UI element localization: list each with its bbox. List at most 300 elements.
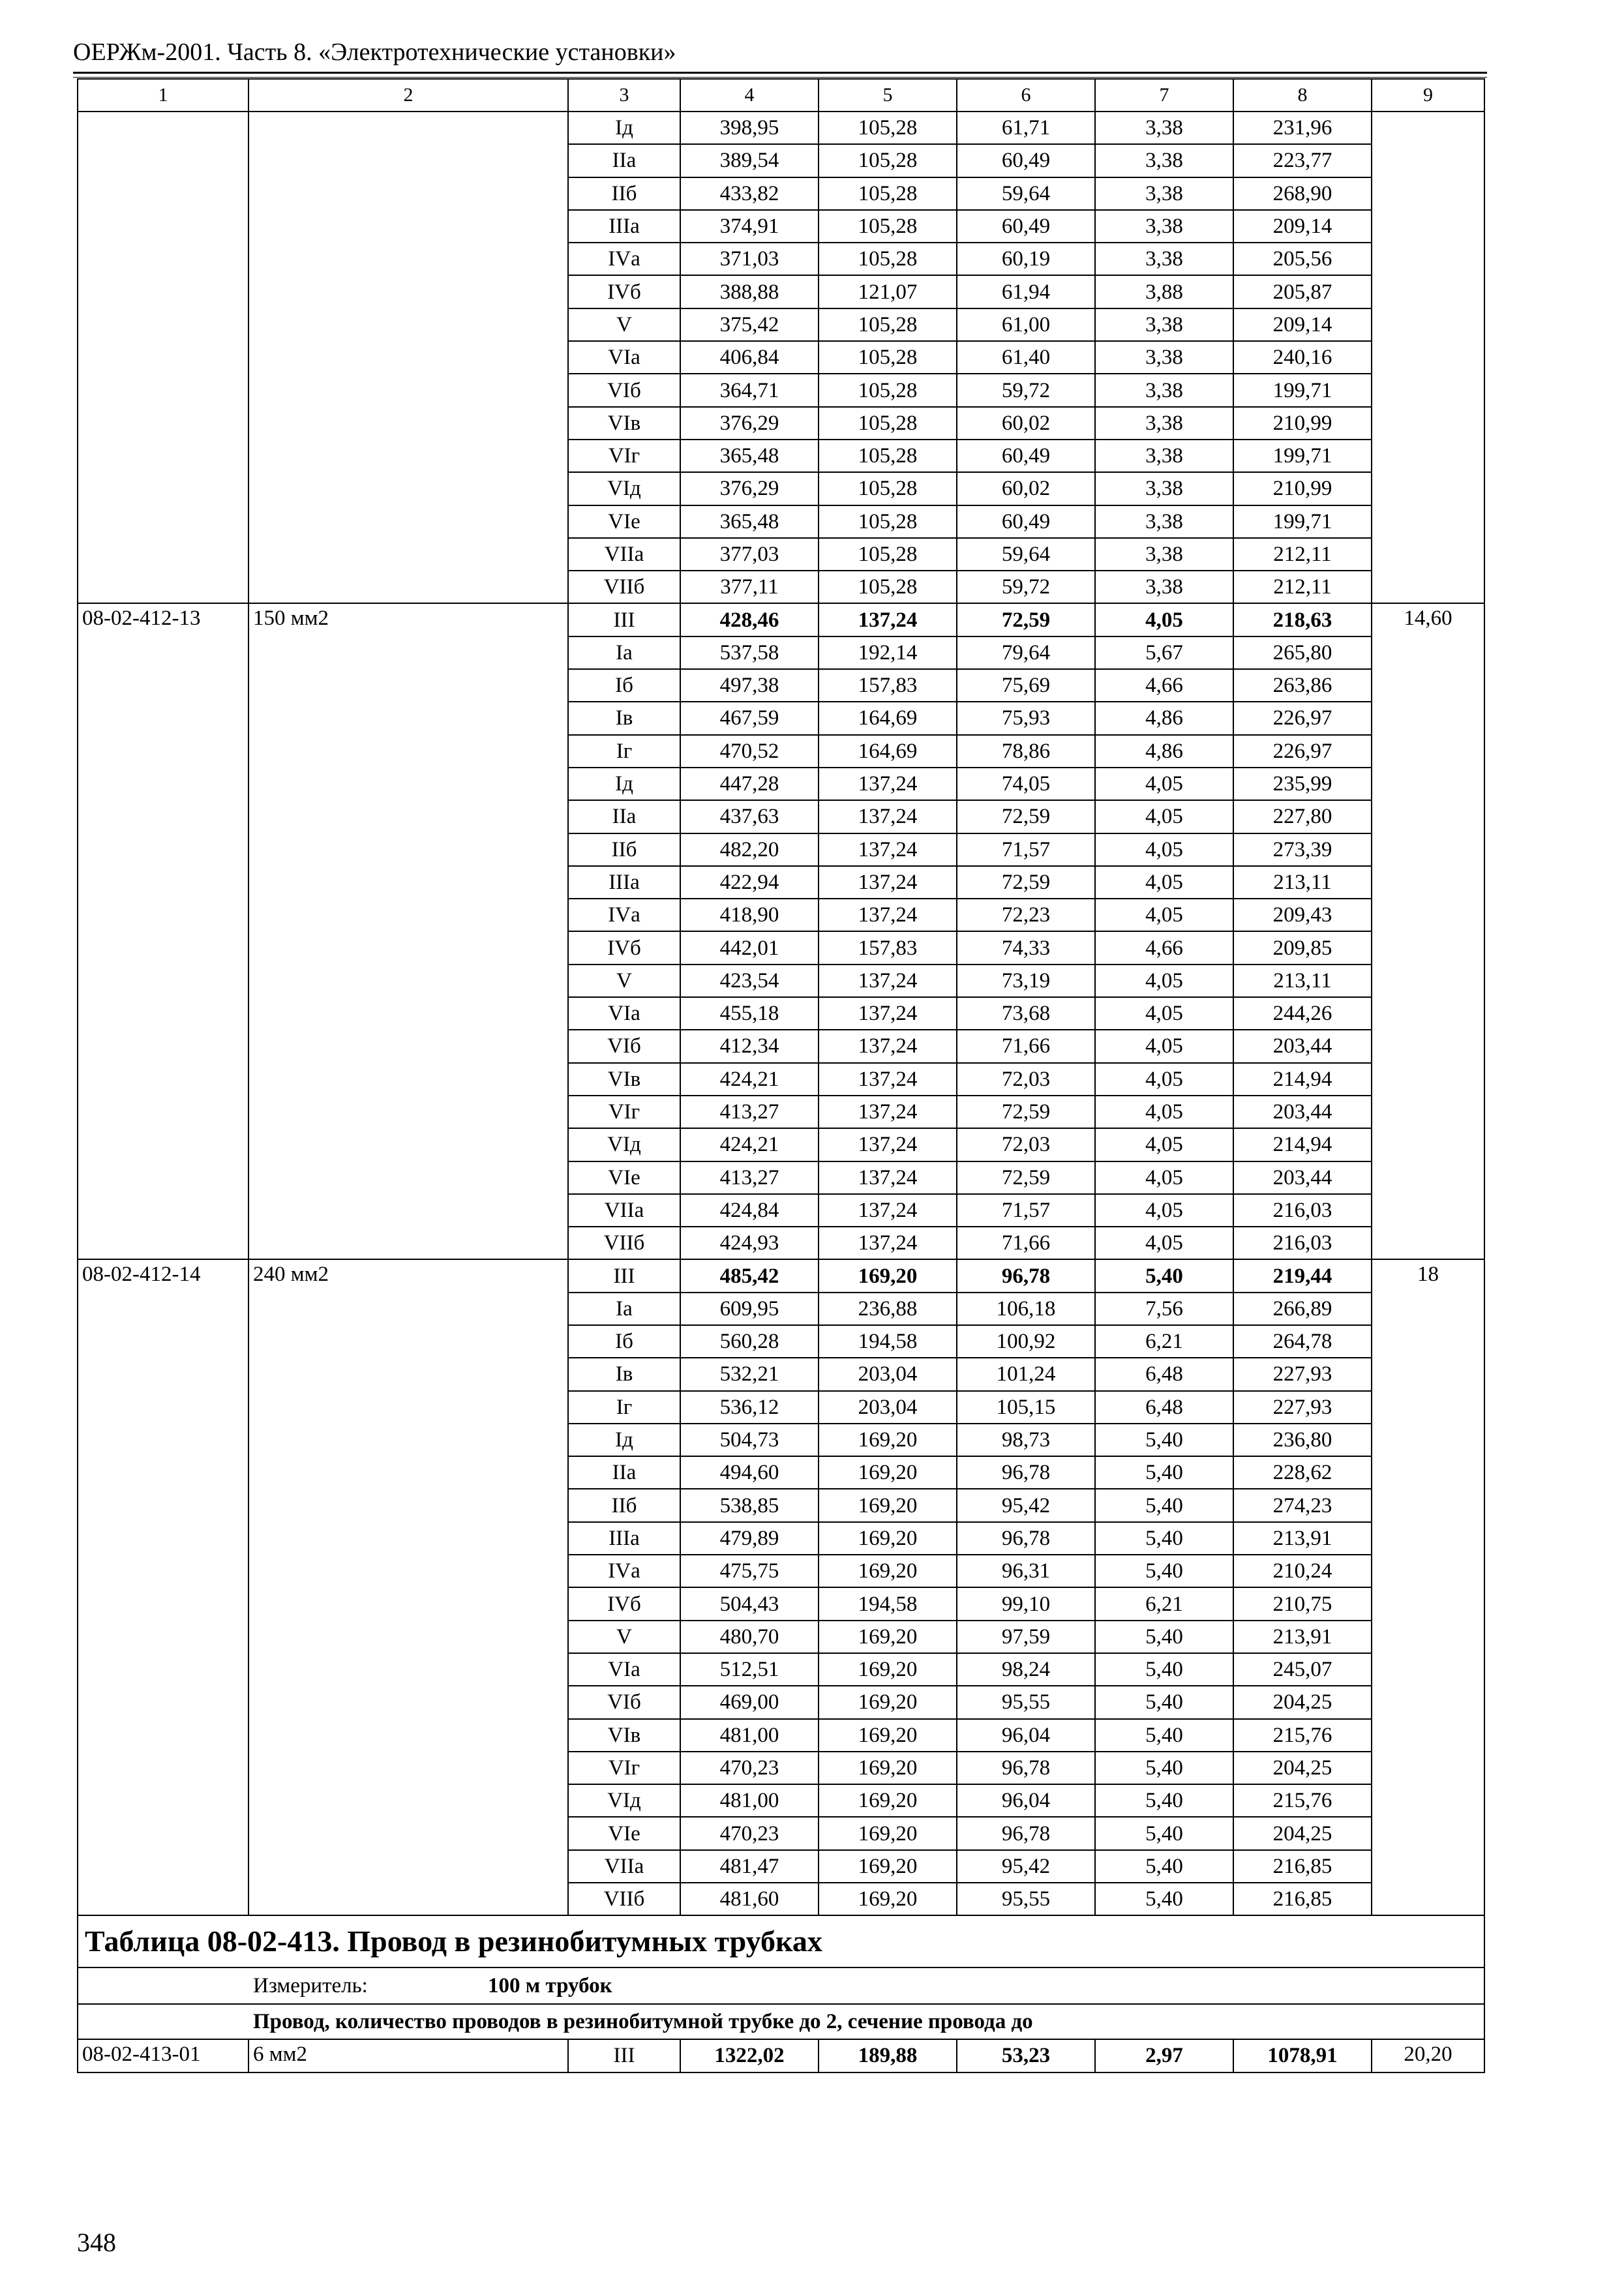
value-cell: 199,71 [1233, 440, 1372, 472]
column-number: 1 [78, 79, 248, 112]
value-cell: 169,20 [819, 1653, 957, 1686]
column-number: 2 [248, 79, 568, 112]
value-cell: 3,38 [1095, 341, 1233, 374]
value-cell: 223,77 [1233, 144, 1372, 177]
value-cell: 3,38 [1095, 407, 1233, 440]
value-cell: 3,38 [1095, 243, 1233, 275]
zone-cell: Iд [568, 768, 680, 800]
value-cell: 95,42 [957, 1489, 1095, 1521]
value-cell: 6,21 [1095, 1325, 1233, 1358]
value-cell: 480,70 [680, 1621, 819, 1653]
value-cell: 240,16 [1233, 341, 1372, 374]
value-cell: 137,24 [819, 833, 957, 866]
value-cell: 3,38 [1095, 210, 1233, 243]
value-cell: 199,71 [1233, 374, 1372, 406]
col9-value: 20,20 [1372, 2039, 1484, 2072]
zone-cell: IVа [568, 1555, 680, 1587]
value-cell: 274,23 [1233, 1489, 1372, 1521]
value-cell: 75,69 [957, 669, 1095, 702]
value-cell: 105,28 [819, 112, 957, 144]
zone-cell: V [568, 1621, 680, 1653]
value-cell: 137,24 [819, 997, 957, 1030]
measure-row [78, 1967, 1484, 2004]
zone-cell: III [568, 603, 680, 636]
measure-label: Измеритель: [253, 1974, 368, 1998]
value-cell: 442,01 [680, 931, 819, 964]
zone-cell: IIа [568, 144, 680, 177]
value-cell: 169,20 [819, 1784, 957, 1817]
value-cell: 209,14 [1233, 210, 1372, 243]
value-cell: 374,91 [680, 210, 819, 243]
value-cell: 95,55 [957, 1686, 1095, 1718]
value-cell: 74,33 [957, 931, 1095, 964]
value-cell: 418,90 [680, 899, 819, 931]
value-cell: 227,80 [1233, 800, 1372, 833]
value-cell: 364,71 [680, 374, 819, 406]
value-cell: 1322,02 [680, 2039, 819, 2072]
value-cell: 194,58 [819, 1587, 957, 1620]
zone-cell: IIб [568, 833, 680, 866]
zone-cell: VIв [568, 1063, 680, 1096]
value-cell: 192,14 [819, 636, 957, 669]
value-cell: 71,66 [957, 1227, 1095, 1259]
column-number: 7 [1095, 79, 1233, 112]
header-rule [73, 72, 1487, 74]
value-cell: 72,03 [957, 1063, 1095, 1096]
value-cell: 105,28 [819, 210, 957, 243]
value-cell: 244,26 [1233, 997, 1372, 1030]
value-cell: 106,18 [957, 1293, 1095, 1325]
value-cell: 4,05 [1095, 603, 1233, 636]
value-cell: 98,24 [957, 1653, 1095, 1686]
zone-cell: III [568, 2039, 680, 2072]
value-cell: 73,19 [957, 965, 1095, 997]
value-cell: 72,59 [957, 866, 1095, 899]
zone-cell: IIIа [568, 1522, 680, 1555]
value-cell: 210,24 [1233, 1555, 1372, 1587]
value-cell: 105,28 [819, 341, 957, 374]
value-cell: 5,40 [1095, 1555, 1233, 1587]
wire-section: 150 мм2 [248, 603, 568, 1259]
value-cell: 97,59 [957, 1621, 1095, 1653]
wire-section [248, 112, 568, 603]
value-cell: 428,46 [680, 603, 819, 636]
value-cell: 481,00 [680, 1784, 819, 1817]
value-cell: 79,64 [957, 636, 1095, 669]
column-number: 6 [957, 79, 1095, 112]
value-cell: 227,93 [1233, 1358, 1372, 1390]
value-cell: 210,99 [1233, 472, 1372, 505]
column-number: 9 [1372, 79, 1484, 112]
value-cell: 3,38 [1095, 177, 1233, 210]
value-cell: 98,73 [957, 1424, 1095, 1456]
value-cell: 497,38 [680, 669, 819, 702]
value-cell: 75,93 [957, 702, 1095, 734]
value-cell: 7,56 [1095, 1293, 1233, 1325]
value-cell: 227,93 [1233, 1391, 1372, 1424]
measure-cell [78, 1967, 1484, 2004]
value-cell: 203,04 [819, 1358, 957, 1390]
value-cell: 169,20 [819, 1817, 957, 1849]
value-cell: 437,63 [680, 800, 819, 833]
rates-table [77, 78, 1485, 2073]
value-cell: 268,90 [1233, 177, 1372, 210]
value-cell: 388,88 [680, 275, 819, 308]
value-cell: 164,69 [819, 702, 957, 734]
col9-value [1372, 112, 1484, 603]
value-cell: 406,84 [680, 341, 819, 374]
value-cell: 5,40 [1095, 1489, 1233, 1521]
value-cell: 212,11 [1233, 538, 1372, 571]
zone-cell: VIа [568, 1653, 680, 1686]
value-cell: 137,24 [819, 866, 957, 899]
zone-cell: IIIа [568, 210, 680, 243]
zone-cell: IIб [568, 177, 680, 210]
value-cell: 226,97 [1233, 702, 1372, 734]
value-cell: 71,66 [957, 1030, 1095, 1062]
value-cell: 424,21 [680, 1063, 819, 1096]
wire-section: 240 мм2 [248, 1259, 568, 1915]
value-cell: 3,38 [1095, 538, 1233, 571]
zone-cell: VIIа [568, 1194, 680, 1227]
value-cell: 214,94 [1233, 1128, 1372, 1161]
zone-cell: VIб [568, 1030, 680, 1062]
table-description: Провод, количество проводов в резинобитумной трубке до 2, сечение провода до [253, 2010, 1033, 2034]
value-cell: 99,10 [957, 1587, 1095, 1620]
value-cell: 194,58 [819, 1325, 957, 1358]
value-cell: 424,93 [680, 1227, 819, 1259]
value-cell: 4,05 [1095, 1227, 1233, 1259]
value-cell: 137,24 [819, 800, 957, 833]
value-cell: 481,60 [680, 1883, 819, 1915]
value-cell: 470,52 [680, 735, 819, 768]
value-cell: 203,44 [1233, 1096, 1372, 1128]
value-cell: 213,91 [1233, 1522, 1372, 1555]
value-cell: 5,40 [1095, 1259, 1233, 1292]
value-cell: 216,03 [1233, 1227, 1372, 1259]
value-cell: 228,62 [1233, 1456, 1372, 1489]
column-number-row [78, 79, 1484, 112]
value-cell: 412,34 [680, 1030, 819, 1062]
value-cell: 59,72 [957, 374, 1095, 406]
description-cell [78, 2004, 1484, 2039]
value-cell: 537,58 [680, 636, 819, 669]
value-cell: 72,23 [957, 899, 1095, 931]
value-cell: 137,24 [819, 1227, 957, 1259]
value-cell: 96,78 [957, 1817, 1095, 1849]
value-cell: 216,85 [1233, 1850, 1372, 1883]
value-cell: 447,28 [680, 768, 819, 800]
column-number: 5 [819, 79, 957, 112]
value-cell: 5,40 [1095, 1456, 1233, 1489]
value-cell: 5,40 [1095, 1621, 1233, 1653]
zone-cell: VIа [568, 997, 680, 1030]
value-cell: 105,28 [819, 407, 957, 440]
value-cell: 209,14 [1233, 308, 1372, 341]
value-cell: 137,24 [819, 603, 957, 636]
value-cell: 422,94 [680, 866, 819, 899]
value-cell: 375,42 [680, 308, 819, 341]
value-cell: 137,24 [819, 1161, 957, 1194]
value-cell: 72,59 [957, 1161, 1095, 1194]
zone-cell: VIг [568, 440, 680, 472]
value-cell: 5,40 [1095, 1850, 1233, 1883]
zone-cell: V [568, 965, 680, 997]
value-cell: 213,11 [1233, 965, 1372, 997]
value-cell: 189,88 [819, 2039, 957, 2072]
value-cell: 216,03 [1233, 1194, 1372, 1227]
value-cell: 236,88 [819, 1293, 957, 1325]
zone-cell: VIд [568, 1784, 680, 1817]
column-number: 8 [1233, 79, 1372, 112]
value-cell: 5,40 [1095, 1883, 1233, 1915]
value-cell: 5,40 [1095, 1719, 1233, 1752]
value-cell: 376,29 [680, 472, 819, 505]
value-cell: 371,03 [680, 243, 819, 275]
zone-cell: VIв [568, 407, 680, 440]
value-cell: 60,49 [957, 505, 1095, 538]
value-cell: 204,25 [1233, 1817, 1372, 1849]
col9-value: 18 [1372, 1259, 1484, 1915]
value-cell: 4,05 [1095, 1194, 1233, 1227]
value-cell: 203,44 [1233, 1161, 1372, 1194]
value-cell: 71,57 [957, 1194, 1095, 1227]
value-cell: 413,27 [680, 1096, 819, 1128]
zone-cell: VIе [568, 505, 680, 538]
value-cell: 2,97 [1095, 2039, 1233, 2072]
value-cell: 72,59 [957, 800, 1095, 833]
value-cell: 3,38 [1095, 112, 1233, 144]
value-cell: 485,42 [680, 1259, 819, 1292]
value-cell: 6,21 [1095, 1587, 1233, 1620]
value-cell: 494,60 [680, 1456, 819, 1489]
value-cell: 512,51 [680, 1653, 819, 1686]
value-cell: 105,28 [819, 571, 957, 603]
value-cell: 219,44 [1233, 1259, 1372, 1292]
zone-cell: IVа [568, 243, 680, 275]
value-cell: 4,05 [1095, 768, 1233, 800]
value-cell: 213,11 [1233, 866, 1372, 899]
zone-cell: IVб [568, 275, 680, 308]
value-cell: 377,11 [680, 571, 819, 603]
value-cell: 209,85 [1233, 931, 1372, 964]
value-cell: 169,20 [819, 1719, 957, 1752]
value-cell: 105,28 [819, 505, 957, 538]
table-title: Таблица 08-02-413. Провод в резинобитумных трубках [78, 1915, 1484, 1967]
value-cell: 266,89 [1233, 1293, 1372, 1325]
value-cell: 96,78 [957, 1259, 1095, 1292]
value-cell: 72,59 [957, 603, 1095, 636]
value-cell: 424,21 [680, 1128, 819, 1161]
value-cell: 481,47 [680, 1850, 819, 1883]
zone-cell: VIIа [568, 1850, 680, 1883]
value-cell: 121,07 [819, 275, 957, 308]
value-cell: 137,24 [819, 1063, 957, 1096]
zone-cell: VIв [568, 1719, 680, 1752]
value-cell: 96,31 [957, 1555, 1095, 1587]
value-cell: 236,80 [1233, 1424, 1372, 1456]
value-cell: 60,19 [957, 243, 1095, 275]
value-cell: 96,04 [957, 1719, 1095, 1752]
value-cell: 5,40 [1095, 1752, 1233, 1784]
zone-cell: Iб [568, 1325, 680, 1358]
zone-cell: Iа [568, 1293, 680, 1325]
value-cell: 105,28 [819, 472, 957, 505]
value-cell: 137,24 [819, 899, 957, 931]
zone-cell: Iв [568, 1358, 680, 1390]
value-cell: 137,24 [819, 965, 957, 997]
zone-cell: VIIб [568, 571, 680, 603]
zone-cell: Iг [568, 1391, 680, 1424]
value-cell: 169,20 [819, 1259, 957, 1292]
value-cell: 470,23 [680, 1817, 819, 1849]
zone-cell: VIе [568, 1817, 680, 1849]
column-number: 4 [680, 79, 819, 112]
value-cell: 4,05 [1095, 899, 1233, 931]
zone-cell: VIг [568, 1752, 680, 1784]
value-cell: 203,44 [1233, 1030, 1372, 1062]
zone-cell: VIа [568, 341, 680, 374]
value-cell: 3,38 [1095, 472, 1233, 505]
rate-code: 08-02-412-13 [78, 603, 248, 1259]
value-cell: 4,05 [1095, 800, 1233, 833]
zone-cell: IIб [568, 1489, 680, 1521]
value-cell: 210,99 [1233, 407, 1372, 440]
value-cell: 169,20 [819, 1555, 957, 1587]
value-cell: 215,76 [1233, 1784, 1372, 1817]
value-cell: 137,24 [819, 768, 957, 800]
value-cell: 245,07 [1233, 1653, 1372, 1686]
zone-cell: VIIа [568, 538, 680, 571]
value-cell: 4,05 [1095, 833, 1233, 866]
value-cell: 389,54 [680, 144, 819, 177]
value-cell: 61,40 [957, 341, 1095, 374]
value-cell: 5,40 [1095, 1686, 1233, 1718]
value-cell: 60,49 [957, 144, 1095, 177]
value-cell: 3,38 [1095, 571, 1233, 603]
value-cell: 137,24 [819, 1194, 957, 1227]
zone-cell: IIа [568, 800, 680, 833]
value-cell: 4,05 [1095, 1063, 1233, 1096]
value-cell: 105,28 [819, 308, 957, 341]
value-cell: 137,24 [819, 1128, 957, 1161]
zone-cell: VIе [568, 1161, 680, 1194]
value-cell: 60,02 [957, 407, 1095, 440]
value-cell: 532,21 [680, 1358, 819, 1390]
value-cell: 4,86 [1095, 702, 1233, 734]
value-cell: 4,05 [1095, 965, 1233, 997]
value-cell: 61,00 [957, 308, 1095, 341]
table-title-row [78, 1915, 1484, 1967]
value-cell: 504,73 [680, 1424, 819, 1456]
value-cell: 101,24 [957, 1358, 1095, 1390]
value-cell: 3,38 [1095, 505, 1233, 538]
zone-cell: III [568, 1259, 680, 1292]
value-cell: 105,28 [819, 243, 957, 275]
value-cell: 3,38 [1095, 374, 1233, 406]
value-cell: 169,20 [819, 1424, 957, 1456]
value-cell: 536,12 [680, 1391, 819, 1424]
value-cell: 59,64 [957, 538, 1095, 571]
value-cell: 3,88 [1095, 275, 1233, 308]
value-cell: 226,97 [1233, 735, 1372, 768]
value-cell: 6,48 [1095, 1391, 1233, 1424]
zone-cell: Iд [568, 112, 680, 144]
value-cell: 231,96 [1233, 112, 1372, 144]
value-cell: 61,94 [957, 275, 1095, 308]
value-cell: 157,83 [819, 931, 957, 964]
value-cell: 538,85 [680, 1489, 819, 1521]
value-cell: 470,23 [680, 1752, 819, 1784]
value-cell: 4,66 [1095, 931, 1233, 964]
rate-code: 08-02-412-14 [78, 1259, 248, 1915]
value-cell: 203,04 [819, 1391, 957, 1424]
value-cell: 169,20 [819, 1883, 957, 1915]
value-cell: 264,78 [1233, 1325, 1372, 1358]
value-cell: 60,49 [957, 440, 1095, 472]
value-cell: 5,40 [1095, 1784, 1233, 1817]
value-cell: 60,02 [957, 472, 1095, 505]
value-cell: 3,38 [1095, 144, 1233, 177]
value-cell: 100,92 [957, 1325, 1095, 1358]
value-cell: 60,49 [957, 210, 1095, 243]
value-cell: 4,66 [1095, 669, 1233, 702]
value-cell: 423,54 [680, 965, 819, 997]
table-row [78, 1259, 1484, 1292]
value-cell: 1078,91 [1233, 2039, 1372, 2072]
value-cell: 105,28 [819, 440, 957, 472]
value-cell: 72,03 [957, 1128, 1095, 1161]
value-cell: 96,78 [957, 1456, 1095, 1489]
value-cell: 105,15 [957, 1391, 1095, 1424]
value-cell: 4,05 [1095, 1128, 1233, 1161]
page-number: 348 [77, 2228, 116, 2257]
value-cell: 560,28 [680, 1325, 819, 1358]
zone-cell: V [568, 308, 680, 341]
value-cell: 4,05 [1095, 866, 1233, 899]
value-cell: 5,40 [1095, 1817, 1233, 1849]
value-cell: 216,85 [1233, 1883, 1372, 1915]
header-rule-thin [73, 77, 1487, 78]
rate-code: 08-02-413-01 [78, 2039, 248, 2072]
zone-cell: Iд [568, 1424, 680, 1456]
zone-cell: IVб [568, 931, 680, 964]
value-cell: 215,76 [1233, 1719, 1372, 1752]
value-cell: 205,56 [1233, 243, 1372, 275]
zone-cell: VIб [568, 374, 680, 406]
zone-cell: IIIа [568, 866, 680, 899]
col9-value: 14,60 [1372, 603, 1484, 1259]
value-cell: 5,67 [1095, 636, 1233, 669]
value-cell: 5,40 [1095, 1653, 1233, 1686]
wire-section: 6 мм2 [248, 2039, 568, 2072]
value-cell: 209,43 [1233, 899, 1372, 931]
value-cell: 205,87 [1233, 275, 1372, 308]
value-cell: 210,75 [1233, 1587, 1372, 1620]
value-cell: 74,05 [957, 768, 1095, 800]
zone-cell: IVб [568, 1587, 680, 1620]
value-cell: 204,25 [1233, 1752, 1372, 1784]
zone-cell: VIд [568, 1128, 680, 1161]
value-cell: 169,20 [819, 1456, 957, 1489]
value-cell: 164,69 [819, 735, 957, 768]
value-cell: 53,23 [957, 2039, 1095, 2072]
column-number: 3 [568, 79, 680, 112]
value-cell: 137,24 [819, 1096, 957, 1128]
value-cell: 479,89 [680, 1522, 819, 1555]
value-cell: 433,82 [680, 177, 819, 210]
zone-cell: IIа [568, 1456, 680, 1489]
